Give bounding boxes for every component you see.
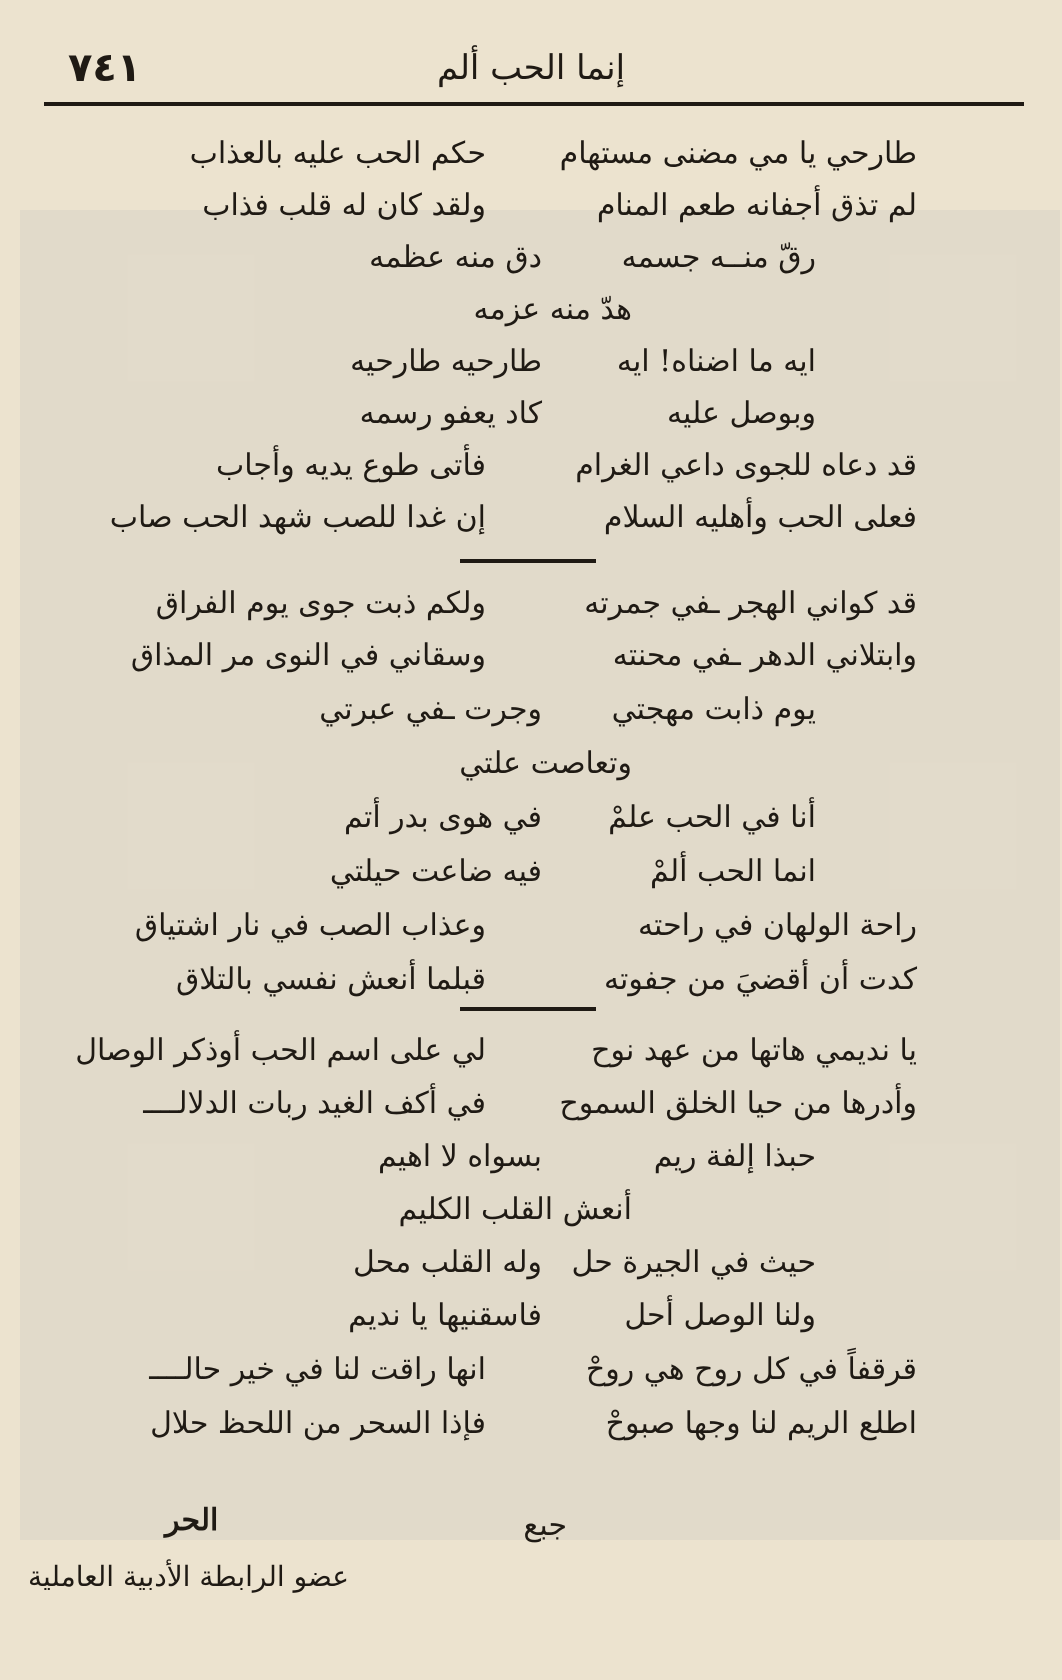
verse-left: في هوى بدر أتم [344,800,542,835]
poem-line [0,1184,1062,1234]
verse-left: دق منه عظمه [369,240,542,275]
poem-line [0,738,1062,788]
verse-center: وتعاصت علتي [459,746,632,781]
verse-left: لي على اسم الحب أوذكر الوصال [75,1033,486,1068]
poem-line [0,1237,1062,1287]
poem-line [0,1131,1062,1181]
verse-right: حيث في الجيرة حل [571,1245,816,1280]
page-title: إنما الحب ألم [436,48,626,88]
verse-right: انما الحب ألمْ [650,854,816,889]
poem-line [0,440,1062,490]
verse-right: طارحي يا مي مضنى مستهام [559,136,917,171]
poem-line [0,180,1062,230]
verse-left: وسقاني في النوى مر المذاق [130,638,486,673]
verse-center: هدّ منه عزمه [473,292,632,327]
verse-left: قبلما أنعش نفسي بالتلاق [176,962,486,997]
verse-left: انها راقت لنا في خير حالــــ [149,1352,486,1387]
verse-right: راحة الولهان في راحته [637,908,917,943]
verse-left: كاد يعفو رسمه [359,396,542,431]
poem-line [0,128,1062,178]
verse-left: وعذاب الصب في نار اشتياق [134,908,486,943]
verse-left: في أكف الغيد ربات الدلالــــ [143,1086,486,1121]
verse-left: حكم الحب عليه بالعذاب [189,136,486,171]
verse-right: وابتلاني الدهر ـفي محنته [612,638,917,673]
poem-line [0,336,1062,386]
verse-left: إن غدا للصب شهد الحب صاب [109,500,486,535]
verse-left: فيه ضاعت حيلتي [329,854,542,889]
poem-line [0,684,1062,734]
signature-description: عضو الرابطة الأدبية العاملية [28,1560,350,1593]
poem-line [0,630,1062,680]
verse-right: لم تذق أجفانه طعم المنام [596,188,917,223]
header-rule [44,102,1024,106]
signature-place: جبع [523,1508,567,1543]
verse-right: يا نديمي هاتها من عهد نوح [591,1033,917,1068]
verse-left: فأتى طوع يديه وأجاب [216,448,486,483]
poem-line [0,1290,1062,1340]
verse-right: أنا في الحب علمْ [608,800,816,835]
verse-right: وأدرها من حيا الخلق السموح [559,1086,917,1121]
poem-line [0,232,1062,282]
verse-left: طارحيه طارحيه [350,344,542,379]
verse-right: قد دعاه للجوى داعي الغرام [575,448,917,483]
verse-right: وبوصل عليه [666,396,816,431]
verse-left: وجرت ـفي عبرتي [319,692,542,727]
page-number: ٧٤١ [68,45,142,91]
verse-right: فعلى الحب وأهليه السلام [603,500,917,535]
poem-line [0,388,1062,438]
poem-line [0,1025,1062,1075]
poem-line [0,900,1062,950]
verse-right: اطلع الريم لنا وجها صبوحْ [605,1406,917,1441]
signature-author: الحر [165,1503,219,1538]
verse-right: رقّ منــه جسمه [621,240,816,275]
poem-line [0,954,1062,1004]
verse-right: قرقفاً في كل روح هي روحْ [585,1352,917,1387]
verse-right: ولنا الوصل أحل [624,1298,816,1333]
verse-right: حبذا إلفة ريم [653,1139,816,1174]
poem-line [0,1078,1062,1128]
poem-line [0,284,1062,334]
poem-line [0,492,1062,542]
verse-left: فاسقنيها يا نديم [348,1298,542,1333]
verse-left: وله القلب محل [353,1245,542,1280]
verse-left: ولكم ذبت جوى يوم الفراق [155,586,486,621]
verse-right: كدت أن أقضيَ من جفوته [603,962,917,997]
verse-center: أنعش القلب الكليم [398,1192,632,1227]
poem-line [0,1398,1062,1448]
verse-left: بسواه لا اهيم [377,1139,542,1174]
verse-left: فإذا السحر من اللحظ حلال [150,1406,486,1441]
verse-left: ولقد كان له قلب فذاب [202,188,486,223]
stanza-separator [460,1007,596,1011]
poem-line [0,1344,1062,1394]
poem-line [0,846,1062,896]
verse-right: يوم ذابت مهجتي [611,692,816,727]
verse-right: قد كواني الهجر ـفي جمرته [584,586,917,621]
stanza-separator [460,559,596,563]
verse-right: ايه ما اضناه! ايه [616,344,816,379]
poem-line [0,792,1062,842]
poem-line [0,578,1062,628]
